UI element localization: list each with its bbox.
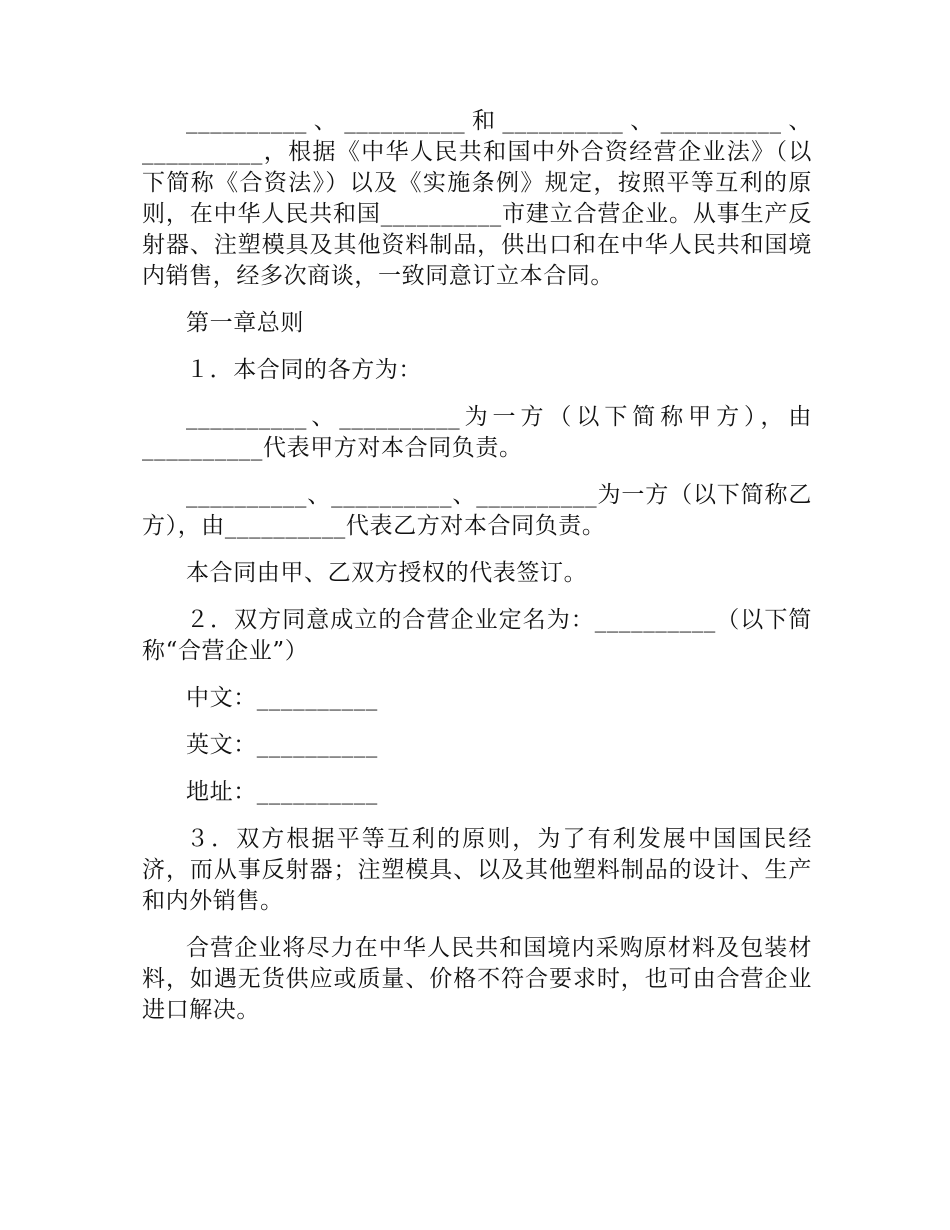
clause-3-paragraph: ３．双方根据平等互利的原则，为了有利发展中国国民经济，而从事反射器；注塑模具、以及其他塑料制品的设计、生产和内外销售。 [142,826,812,914]
party-b-paragraph: __________、__________、__________为一方（以下简称乙方），由__________代表乙方对本合同负责。 [142,482,812,539]
clause-1-heading: １．本合同的各方为： [186,357,422,383]
chinese-name-field: 中文：__________ [186,685,378,711]
signing-paragraph: 本合同由甲、乙双方授权的代表签订。 [186,560,588,586]
address-field: 地址：__________ [186,779,378,805]
english-name-field: 英文：__________ [186,732,378,758]
document-body [142,106,812,1042]
procurement-paragraph: 合营企业将尽力在中华人民共和国境内采购原材料及包装材料，如遇无货供应或质量、价格不符合要求时，也可由合营企业进口解决。 [142,935,812,1023]
party-a-paragraph: __________、__________为一方（以下简称甲方），由__________代表甲方对本合同负责。 [142,404,812,461]
chapter-heading: 第一章总则 [186,310,304,336]
preamble-paragraph: __________、__________和__________、__________、__________，根据《中华人民共和国中外合资经营企业法》（以下简称《合资法》）以及《实施条例》规定，按照平等互利的原则，在中华人民共和国__________市建立合营企业。从事生产反射器、注塑模具及其他资料制品，供出口和在中华人民共和国境内销售，经多次商谈，一致同意订立本合同。 [142,108,812,289]
clause-2-paragraph: ２．双方同意成立的合营企业定名为：__________（以下简称“合营企业”） [142,607,812,664]
